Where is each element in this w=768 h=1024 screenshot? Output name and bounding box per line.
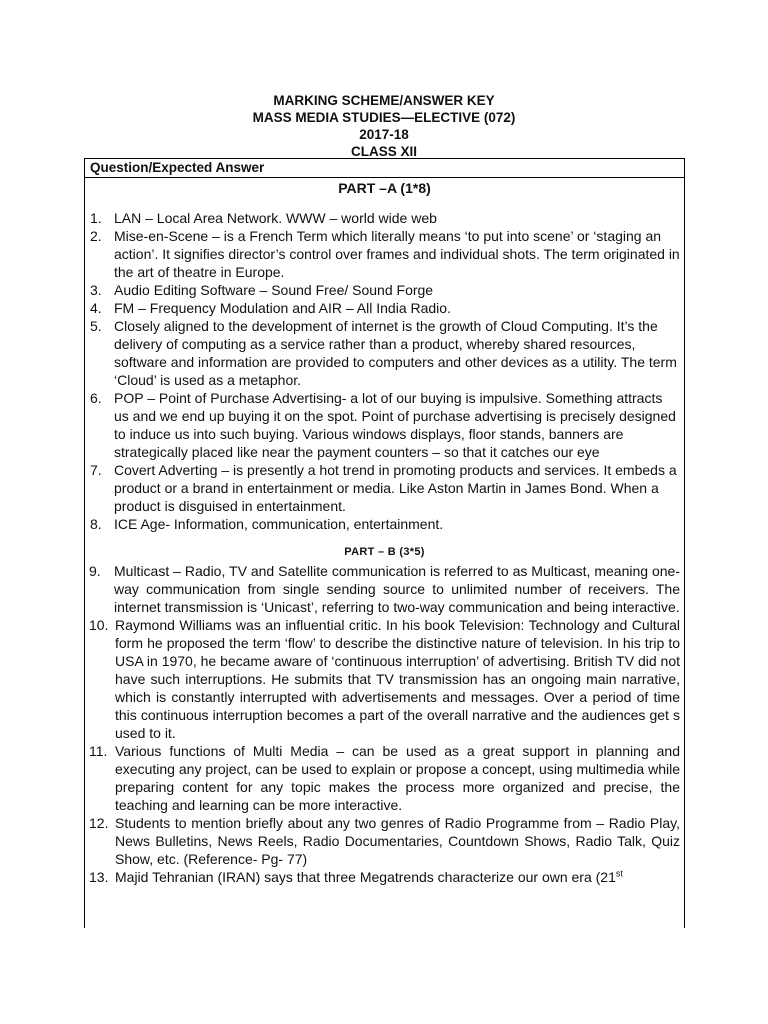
column-header: Question/Expected Answer bbox=[85, 159, 684, 178]
header-class: CLASS XII bbox=[350, 144, 417, 159]
part-a-title: PART –A (1*8) bbox=[338, 180, 431, 196]
part-b-title: PART – B (3*5) bbox=[344, 546, 425, 558]
answer-item: 11. Various functions of Multi Media – can be used as a great support in planning and executing any project, can be used to explain or propose a concept, using multimedia while preparing content for any topic makes the process more organized and precise, the teaching and learning can be more interactive. bbox=[89, 743, 680, 813]
answer-item: 10. Raymond Williams was an influential critic. In his book Television: Technology and Cultural form he proposed the term ‘flow’ to describe the distinctive nature of television. In his trip to USA in 1970, he became aware of ‘continuous interruption’ of advertising. British TV did not have such interruptions. He submits that TV transmission has an ongoing main narrative, which is constantly interrupted with advertisements and messages. Over a period of time this continuous interruption becomes a part of the overall narrative and the audiences get s used to it. bbox=[89, 617, 680, 741]
answer-item: 12. Students to mention briefly about any two genres of Radio Programme from – Radio Play, News Bulletins, News Reels, Radio Documentaries, Countdown Shows, Radio Talk, Quiz Show, etc. (Reference- Pg- 77) bbox=[89, 815, 680, 867]
answer-item: 7. Covert Adverting – is presently a hot trend in promoting products and services. It embeds a product or a brand in entertainment or media. Like Aston Martin in James Bond. When a product is disguised in entertainment. bbox=[90, 462, 677, 514]
header-subject: MASS MEDIA STUDIES—ELECTIVE (072) bbox=[252, 110, 516, 125]
header-session: 2017-18 bbox=[359, 127, 409, 142]
superscript-suffix: st bbox=[615, 868, 623, 879]
answer-item: 8. ICE Age- Information, communication, entertainment. bbox=[90, 516, 444, 532]
header-title: MARKING SCHEME/ANSWER KEY bbox=[273, 93, 495, 108]
answer-item: 6. POP – Point of Purchase Advertising- a lot of our buying is impulsive. Something attracts us and we end up buying it on the spot. Point of purchase advertising is precisely designed to induce us into such buying. Various windows displays, floor stands, banners are strategically placed like near the payment counters – so that it catches our eye bbox=[90, 390, 676, 460]
answer-item: 4. FM – Frequency Modulation and AIR – All India Radio. bbox=[90, 300, 451, 316]
answer-item: 9. Multicast – Radio, TV and Satellite communication is referred to as Multicast, meaning one-way communication from single sending source to unlimited number of receivers. The internet transmission is ‘Unicast’, referring to two-way communication and being interactive. bbox=[89, 563, 680, 615]
answer-item: 1. LAN – Local Area Network. WWW – world wide web bbox=[90, 210, 437, 226]
part-a-answers bbox=[85, 209, 684, 533]
document-header bbox=[0, 92, 768, 160]
answer-item: 5. Closely aligned to the development of internet is the growth of Cloud Computing. It’s the delivery of computing as a service rather than a product, whereby shared resources, software and information are provided to computers and other devices as a utility. The term ‘Cloud’ is used as a metaphor. bbox=[90, 318, 677, 388]
answer-item: 3. Audio Editing Software – Sound Free/ Sound Forge bbox=[90, 282, 434, 298]
part-b-answers bbox=[85, 562, 684, 886]
answer-table bbox=[84, 158, 685, 928]
answer-item: 2. Mise-en-Scene – is a French Term which literally means ‘to put into scene’ or ‘staging an action’. It signifies director’s control over frames and individual shots. The term originated in the art of theatre in Europe. bbox=[90, 228, 680, 280]
answer-item: 13. Majid Tehranian (IRAN) says that three Megatrends characterize our own era (21st bbox=[89, 868, 623, 885]
